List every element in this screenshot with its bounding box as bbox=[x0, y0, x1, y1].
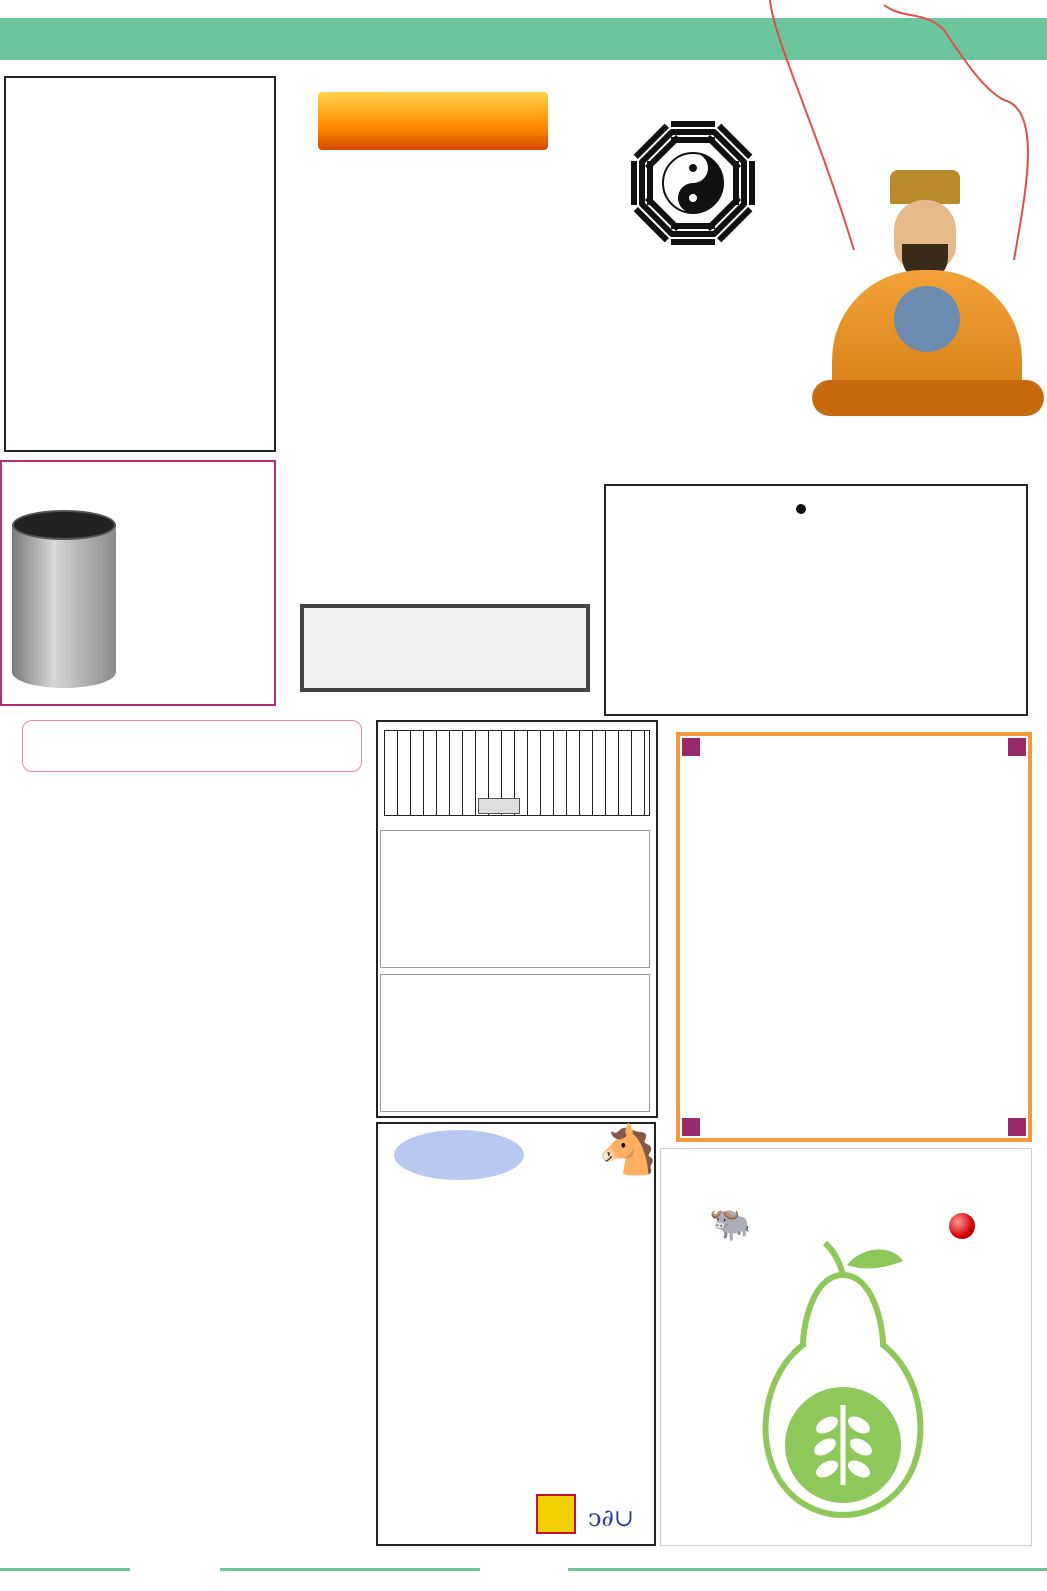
nine-palace-text bbox=[36, 468, 228, 634]
horse-secret-banner bbox=[318, 92, 548, 150]
kill-win-panel bbox=[376, 720, 658, 1118]
poem-panel bbox=[4, 76, 276, 452]
pear-icon bbox=[743, 1235, 943, 1525]
sage-panel bbox=[604, 0, 1044, 478]
nine-palace-panel bbox=[0, 460, 276, 706]
abacus-panel bbox=[296, 470, 596, 700]
hexagram-titles bbox=[646, 264, 698, 277]
notice-stamp bbox=[536, 1494, 576, 1534]
kill-author bbox=[478, 798, 520, 814]
zodiac-table-title-box bbox=[22, 720, 362, 772]
puzzle-corner-bl bbox=[682, 1118, 700, 1136]
signature-icon: ↄ∂∪ bbox=[588, 1504, 634, 1532]
puzzle-corner-tl bbox=[682, 738, 700, 756]
footer-bar bbox=[0, 1560, 1047, 1580]
puzzle-corner-br bbox=[1008, 1118, 1026, 1136]
kill-grid bbox=[380, 974, 650, 1112]
puzzle-corner-tr bbox=[1008, 738, 1026, 756]
horse-head-icon: 🐴 bbox=[598, 1122, 658, 1178]
analysis-title-dot bbox=[796, 504, 806, 514]
pear-panel bbox=[660, 1148, 1032, 1546]
horse-secret-panel bbox=[300, 84, 590, 464]
puzzle-panel bbox=[676, 732, 1032, 1142]
analysis-panel bbox=[604, 484, 1028, 716]
win-grid bbox=[380, 830, 650, 968]
zodiac-table-panel bbox=[0, 716, 372, 1530]
notice-panel bbox=[376, 1122, 656, 1546]
abacus-icon bbox=[300, 604, 590, 692]
ox-icon: 🐃 bbox=[709, 1204, 752, 1244]
notice-title-bubble bbox=[394, 1130, 524, 1180]
red-ball-icon bbox=[949, 1213, 975, 1239]
sage-figure bbox=[812, 160, 1044, 416]
bagua-icon bbox=[628, 118, 758, 248]
